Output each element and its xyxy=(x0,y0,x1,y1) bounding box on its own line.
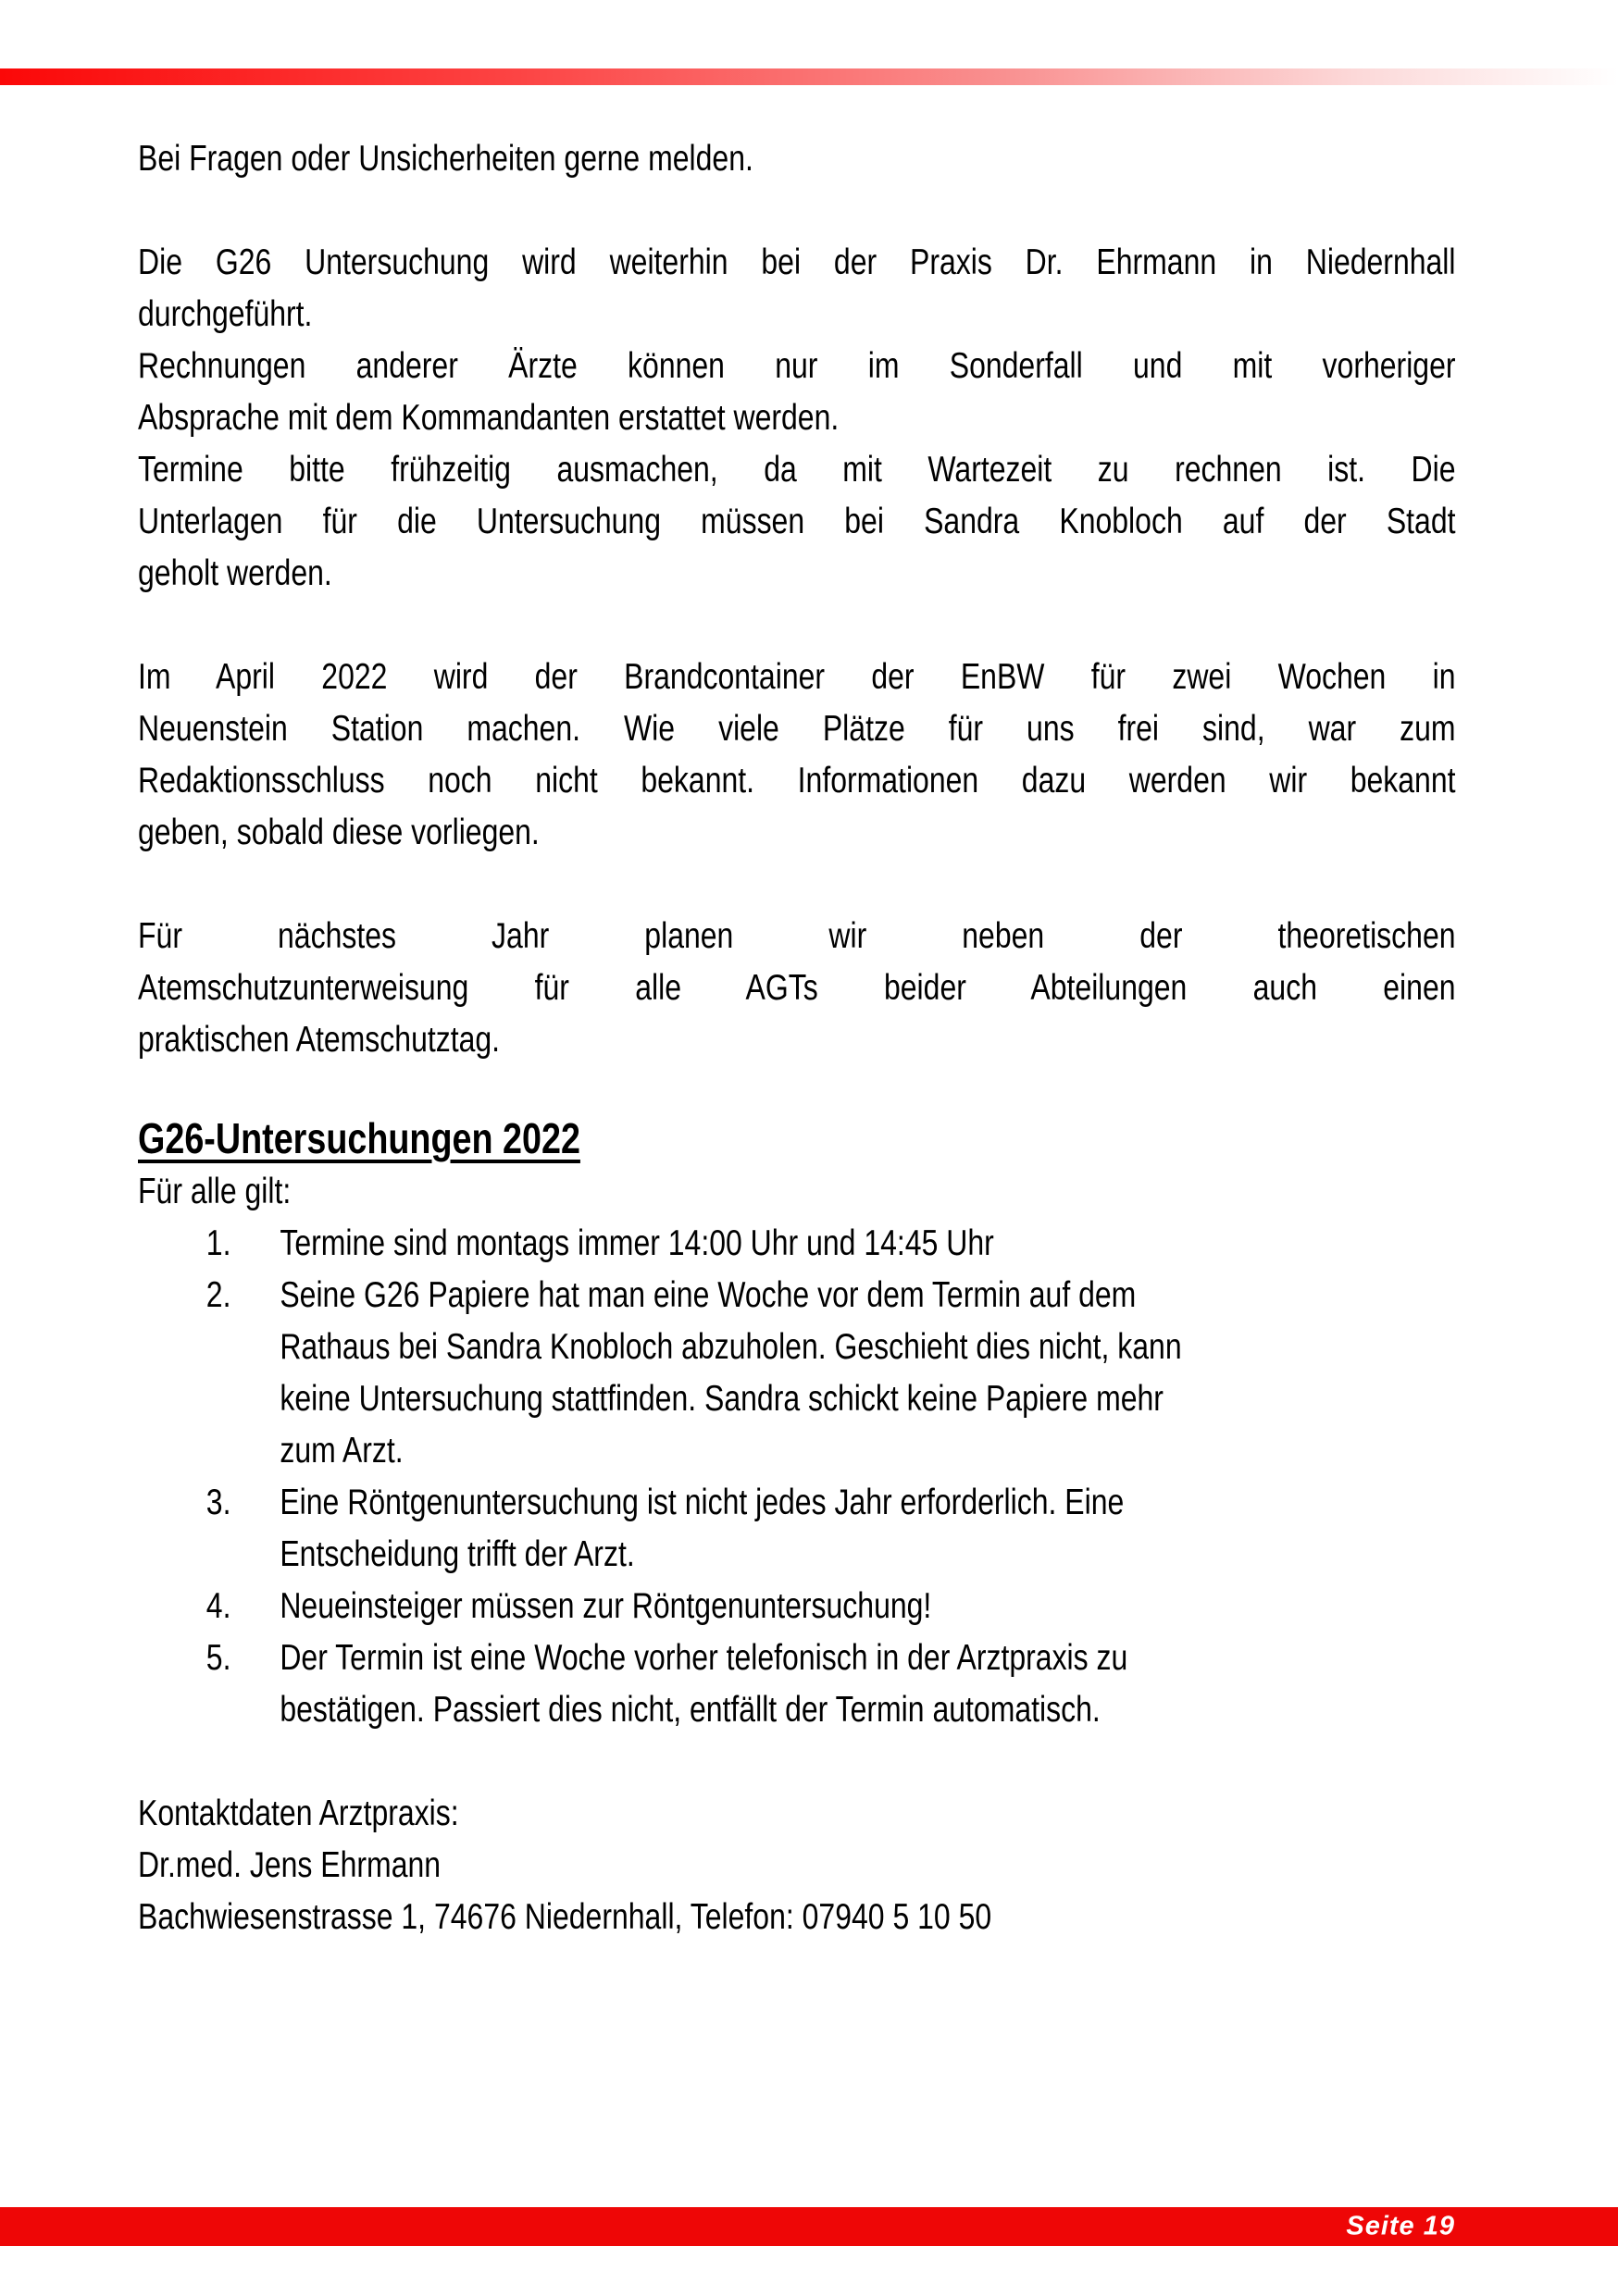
paragraph-intro xyxy=(138,133,1456,185)
page-number-label: Seite 19 xyxy=(1346,2211,1455,2241)
text-line: Für nächstes Jahr planen wir neben der theoretischen xyxy=(138,916,1456,956)
text-line: Termine bitte frühzeitig ausmachen, da mit Wartezeit zu rechnen ist. Die xyxy=(138,450,1456,490)
list-item xyxy=(138,1477,1456,1581)
contact-block xyxy=(138,1788,1456,1943)
spacer xyxy=(138,600,1456,652)
list-item-number: 3. xyxy=(205,1483,231,1522)
text-line: Termine sind montags immer 14:00 Uhr und 14:45 Uhr xyxy=(280,1223,994,1263)
top-accent-bar xyxy=(0,68,1618,85)
text-line: geholt werden. xyxy=(138,553,332,593)
contact-label: Kontaktdaten Arztpraxis: xyxy=(138,1793,459,1833)
text-line: bestätigen. Passiert dies nicht, entfällt der Termin automatisch. xyxy=(280,1690,1101,1730)
text-line: Bei Fragen oder Unsicherheiten gerne melden. xyxy=(138,139,753,179)
spacer xyxy=(138,1736,1456,1788)
text-line: Absprache mit dem Kommandanten erstattet werden. xyxy=(138,398,840,438)
numbered-list xyxy=(138,1218,1456,1736)
section-heading: G26-Untersuchungen 2022 xyxy=(138,1114,580,1162)
list-item xyxy=(138,1581,1456,1632)
paragraph-g26-praxis xyxy=(138,237,1456,600)
spacer xyxy=(138,859,1456,911)
text-line: Rathaus bei Sandra Knobloch abzuholen. Geschieht dies nicht, kann xyxy=(280,1327,1182,1367)
list-item-number: 4. xyxy=(205,1586,231,1626)
list-item-number: 2. xyxy=(205,1275,231,1315)
text-line: Neuenstein Station machen. Wie viele Plätze für uns frei sind, war zum xyxy=(138,709,1456,749)
contact-name: Dr.med. Jens Ehrmann xyxy=(138,1845,442,1885)
text-line: Der Termin ist eine Woche vorher telefonisch in der Arztpraxis zu xyxy=(280,1638,1128,1678)
footer-bar xyxy=(0,2207,1618,2246)
text-line: keine Untersuchung stattfinden. Sandra schickt keine Papiere mehr xyxy=(280,1379,1164,1419)
paragraph-brandcontainer xyxy=(138,652,1456,859)
text-line: Im April 2022 wird der Brandcontainer der EnBW für zwei Wochen in xyxy=(138,657,1456,697)
contact-address: Bachwiesenstrasse 1, 74676 Niedernhall, Telefon: 07940 5 10 50 xyxy=(138,1897,992,1937)
text-line: Seine G26 Papiere hat man eine Woche vor dem Termin auf dem xyxy=(280,1275,1137,1315)
text-line: praktischen Atemschutztag. xyxy=(138,1020,501,1060)
section-subheading: Für alle gilt: xyxy=(138,1172,292,1211)
list-item-number: 5. xyxy=(205,1638,231,1678)
list-item xyxy=(138,1632,1456,1736)
text-line: zum Arzt. xyxy=(280,1431,404,1471)
text-line: Unterlagen für die Untersuchung müssen bei Sandra Knobloch auf der Stadt xyxy=(138,502,1456,541)
list-item xyxy=(138,1270,1456,1477)
text-line: Neueinsteiger müssen zur Röntgenuntersuchung! xyxy=(280,1586,932,1626)
text-line: geben, sobald diese vorliegen. xyxy=(138,813,540,852)
text-line: Entscheidung trifft der Arzt. xyxy=(280,1534,635,1574)
spacer xyxy=(138,1066,1456,1111)
paragraph-atemschutz xyxy=(138,911,1456,1066)
spacer xyxy=(138,185,1456,237)
text-line: durchgeführt. xyxy=(138,294,313,334)
text-line: Redaktionsschluss noch nicht bekannt. Informationen dazu werden wir bekannt xyxy=(138,761,1456,800)
text-line: Rechnungen anderer Ärzte können nur im Sonderfall und mit vorheriger xyxy=(138,346,1456,386)
page-content xyxy=(138,133,1456,1943)
text-line: Eine Röntgenuntersuchung ist nicht jedes Jahr erforderlich. Eine xyxy=(280,1483,1125,1522)
text-line: Die G26 Untersuchung wird weiterhin bei der Praxis Dr. Ehrmann in Niedernhall xyxy=(138,242,1456,282)
list-item xyxy=(138,1218,1456,1270)
list-item-number: 1. xyxy=(205,1223,231,1263)
text-line: Atemschutzunterweisung für alle AGTs beider Abteilungen auch einen xyxy=(138,968,1456,1008)
